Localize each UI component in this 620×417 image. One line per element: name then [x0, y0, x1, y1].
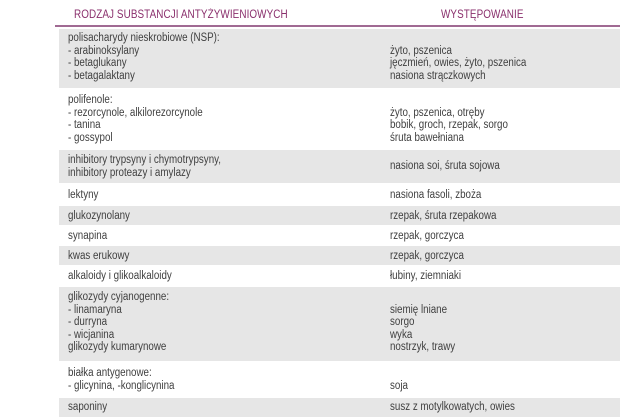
occurrence-cell [390, 401, 594, 414]
substance-line: inhibitory proteazy i amylazy [68, 166, 191, 179]
substance-line: - wicjanina [68, 328, 115, 341]
substance-line: glikozydy kumarynowe [68, 341, 167, 353]
substance-line: saponiny [68, 401, 108, 413]
substance-line: - tanina [68, 119, 101, 131]
occurrence-line: nasiona fasoli, zboża [390, 189, 482, 201]
substance-line: - betagalaktany [68, 69, 135, 82]
table-row [59, 265, 620, 286]
table-row [59, 205, 620, 225]
substance-line: - betaglukany [68, 57, 127, 69]
occurrence-line: żyto, pszenica [390, 44, 452, 57]
occurrence-line: rzepak, gorczyca [390, 230, 464, 242]
occurrence-line: żyto, pszenica, otręby [390, 106, 485, 119]
substance-line: glukozynolany [68, 210, 130, 222]
substance-cell [68, 230, 323, 243]
occurrence-line: siemię lniane [390, 303, 448, 316]
substance-line: alkaloidy i glikoalkaloidy [68, 270, 172, 282]
header-divider [55, 25, 620, 27]
occurrence-cell [390, 94, 594, 144]
header-occurrence: WYSTĘPOWANIE [441, 9, 524, 21]
occurrence-line: nostrzyk, trawy [390, 341, 456, 353]
table-row [59, 361, 620, 397]
occurrence-line: nasiona soi, śruta sojowa [390, 160, 500, 172]
substance-line: synapina [68, 230, 108, 242]
occurrence-line [390, 291, 594, 304]
substance-line: - durryna [68, 316, 108, 328]
table-row [59, 88, 620, 149]
substance-cell [68, 270, 323, 283]
occurrence-line [390, 367, 594, 380]
substance-cell [68, 154, 323, 179]
occurrence-line: wyka [390, 328, 413, 341]
table-row [59, 397, 620, 417]
substance-cell [68, 250, 323, 263]
substance-line: lektyny [68, 189, 99, 201]
occurrence-line: jęczmień, owies, żyto, pszenica [390, 57, 527, 69]
substance-cell [68, 32, 323, 82]
table-row [59, 149, 620, 183]
occurrence-line: susz z motylkowatych, owies [390, 401, 515, 413]
substance-cell [68, 189, 323, 202]
substance-cell [68, 94, 323, 144]
occurrence-line: nasiona strączkowych [390, 69, 486, 82]
occurrence-line: sorgo [390, 316, 415, 328]
occurrence-cell [390, 367, 594, 392]
substance-line: kwas erukowy [68, 250, 130, 262]
substance-line: - linamaryna [68, 303, 122, 316]
occurrence-line [390, 94, 594, 107]
occurrence-cell [390, 210, 594, 223]
table-row [59, 183, 620, 205]
occurrence-line: rzepak, gorczyca [390, 250, 464, 262]
substance-cell [68, 367, 323, 392]
occurrence-cell [390, 32, 594, 82]
occurrence-cell [390, 189, 594, 202]
occurrence-line: soja [390, 379, 408, 392]
table-row [59, 225, 620, 245]
occurrence-cell [390, 160, 594, 173]
occurrence-line: rzepak, śruta rzepakowa [390, 210, 497, 222]
occurrence-cell [390, 250, 594, 263]
substance-cell [68, 401, 323, 414]
substance-line: - arabinoksylany [68, 44, 140, 57]
substance-line: - glicynina, -konglicynina [68, 379, 175, 392]
table-header [0, 0, 620, 28]
occurrence-line: bobik, groch, rzepak, sorgo [390, 119, 508, 131]
occurrence-line: łubiny, ziemniaki [390, 270, 461, 282]
occurrence-cell [390, 230, 594, 243]
substance-line: polifenole: [68, 94, 113, 106]
substance-cell [68, 291, 323, 354]
substance-line: inhibitory trypsyny i chymotrypsyny, [68, 154, 222, 166]
occurrence-line: śruta bawełniana [390, 131, 464, 144]
substance-line: polisacharydy nieskrobiowe (NSP): [68, 32, 220, 44]
occurrence-cell [390, 291, 594, 354]
substance-line: glikozydy cyjanogenne: [68, 291, 170, 303]
occurrence-line [390, 32, 594, 45]
substance-line: - gossypol [68, 131, 113, 144]
table-row [59, 245, 620, 265]
substance-line: białka antygenowe: [68, 367, 152, 379]
header-substance-type: RODZAJ SUBSTANCJI ANTYŻYWIENIOWYCH [74, 9, 288, 21]
table-row [59, 28, 620, 88]
substance-line: - rezorcynole, alkilorezorcynole [68, 106, 203, 119]
table-row [59, 286, 620, 361]
occurrence-cell [390, 270, 594, 283]
substance-cell [68, 210, 323, 223]
